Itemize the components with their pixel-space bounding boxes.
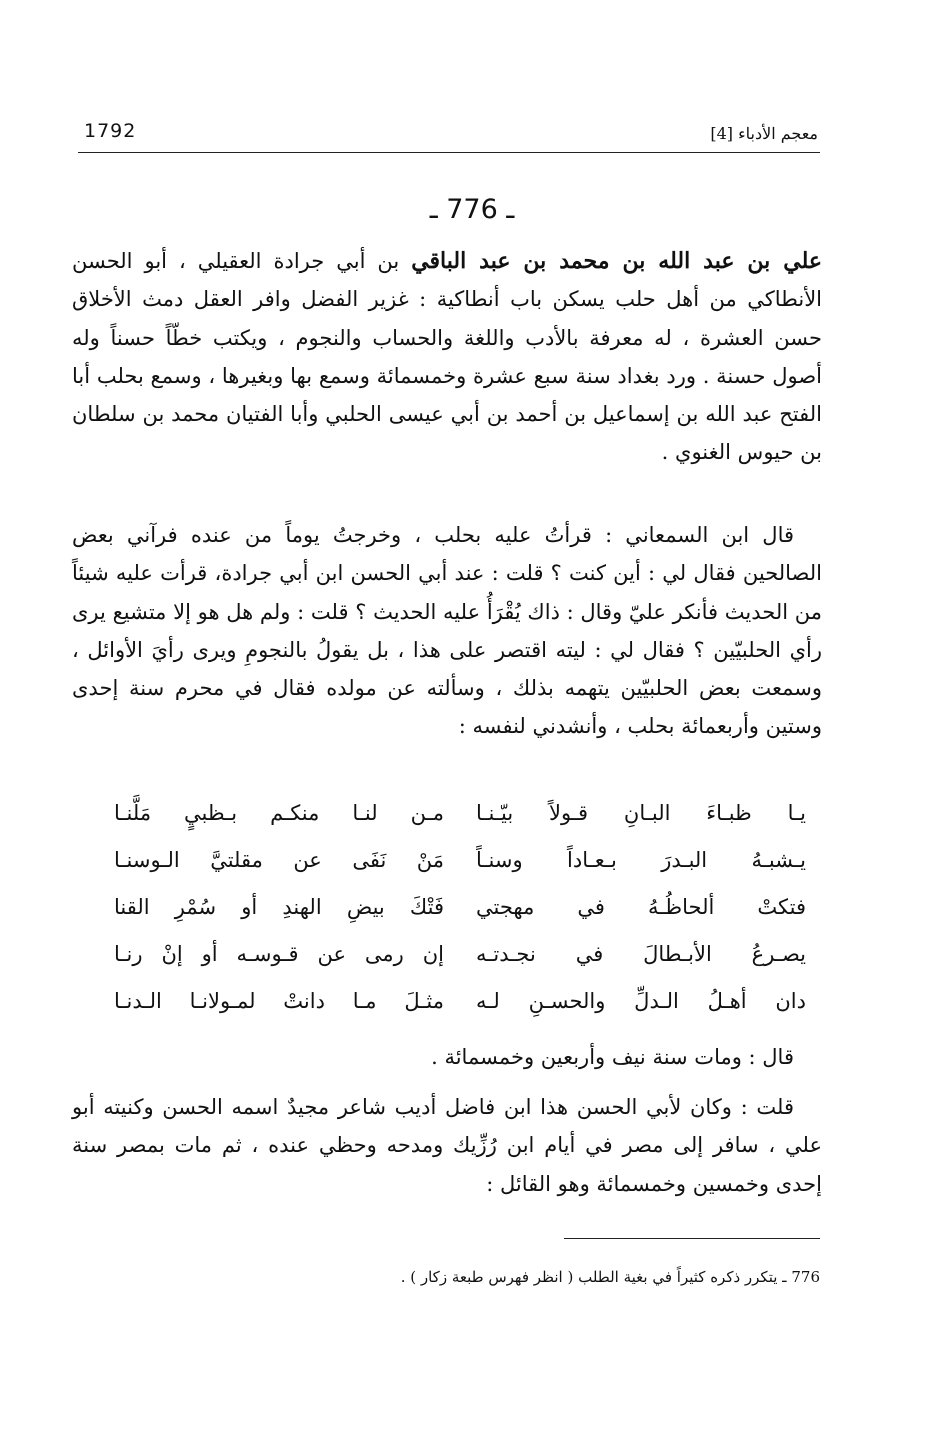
page-number: 1792 — [84, 120, 137, 142]
subject-name: علي بن عبد الله بن محمد بن عبد الباقي — [411, 248, 822, 274]
poem-verse — [110, 978, 810, 1025]
running-head: معجم الأدباء [4] — [710, 124, 818, 143]
son-paragraph: قلت : وكان لأبي الحسن هذا ابن فاضل أديب شاعر مجيدٌ اسمه الحسن وكنيته أبو علي ، سافر إلى مصر في أيام ابن رُزِّيك ومدحه وحظي عنده ، ثم مات بمصر سنة إحدى وخمسين وخمسمائة وهو القائل : — [72, 1095, 822, 1196]
hemistich-second: مَنْ نَفَى عن مقلتيَّ الـوسنـا — [114, 848, 444, 872]
biography-paragraph — [72, 242, 822, 472]
footnote-divider — [564, 1238, 820, 1239]
entry-number: ـ 776 ـ — [429, 194, 515, 225]
poem-verse — [110, 884, 810, 931]
footnote: 776 ـ يتكرر ذكره كثيراً في بغية الطلب ( انظر فهرس طبعة زكار ) . — [400, 1268, 820, 1286]
hemistich-first: يـا ظبـاءَ البـانِ قـولاً بيّـنـا — [476, 801, 806, 825]
samani-paragraph: قال ابن السمعاني : قرأتُ عليه بحلب ، وخرجتُ يوماً من عنده فرآني بعض الصالحين فقال لي : أين كنت ؟ قلت : عند أبي الحسن ابن أبي جرادة، قرأت عليه شيئاً من الحديث فأنكر عليّ وقال : ذاك يُقْرَأُ عليه الحديث ؟ قلت : ولم هل هو إلا متشيع يرى رأي الحلبيّين ؟ فقال لي : ليته اقتصر على هذا ، بل يقولُ بالنجومِ ويرى رأيَ الأوائل ، وسمعت بعض الحلبيّين يتهمه بذلك ، وسألته عن مولده فقال في محرم سنة إحدى وستين وأربعمائة بحلب ، وأنشدني لنفسه : — [72, 523, 822, 739]
poem-verse — [110, 790, 810, 837]
hemistich-first: يـشبـهُ البـدرَ بـعـاداً وسنـاً — [476, 848, 806, 872]
hemistich-first: يصـرعُ الأبـطالَ في نجـدتـه — [476, 942, 806, 966]
hemistich-second: إن رمى عن قـوسـه أو إنْ رنـا — [114, 942, 444, 966]
page-header — [78, 118, 820, 153]
hemistich-second: فَتْكَ بيضِ الهندِ أو سُمْرِ القنا — [114, 895, 444, 919]
poem-verse — [110, 931, 810, 978]
hemistich-first: دان أهـلُ الـدلِّ والحسـنِ لـه — [476, 989, 806, 1013]
hemistich-first: فتكتْ ألحاظُـهُ في مهجتي — [476, 895, 806, 919]
poem — [110, 790, 810, 1025]
poem-verse — [110, 837, 810, 884]
hemistich-second: مـن لنـا منكـم بـظبيٍ مَلَّنـا — [114, 801, 444, 825]
hemistich-second: مثـلَ مـا دانتْ لمـولانـا الـدنـا — [114, 989, 444, 1013]
death-note-paragraph: قال : ومات سنة نيف وأربعين وخمسمائة . — [431, 1045, 794, 1069]
biography-text: بن أبي جرادة العقيلي ، أبو الحسن الأنطاكي من أهل حلب يسكن باب أنطاكية : غزير الفضل وافر العقل دمث الأخلاق حسن العشرة ، له معرفة بالأدب واللغة والحساب والنجوم ، ويكتب خطّاً حسناً وله أصول حسنة . ورد بغداد سنة سبع عشرة وخمسمائة وسمع بها وبغيرها ، وسمع بحلب أبا الفتح عبد الله بن إسماعيل بن أحمد بن أبي عيسى الحلبي وأبا الفتيان محمد بن سلطان بن حيوس الغنوي . — [72, 249, 822, 465]
